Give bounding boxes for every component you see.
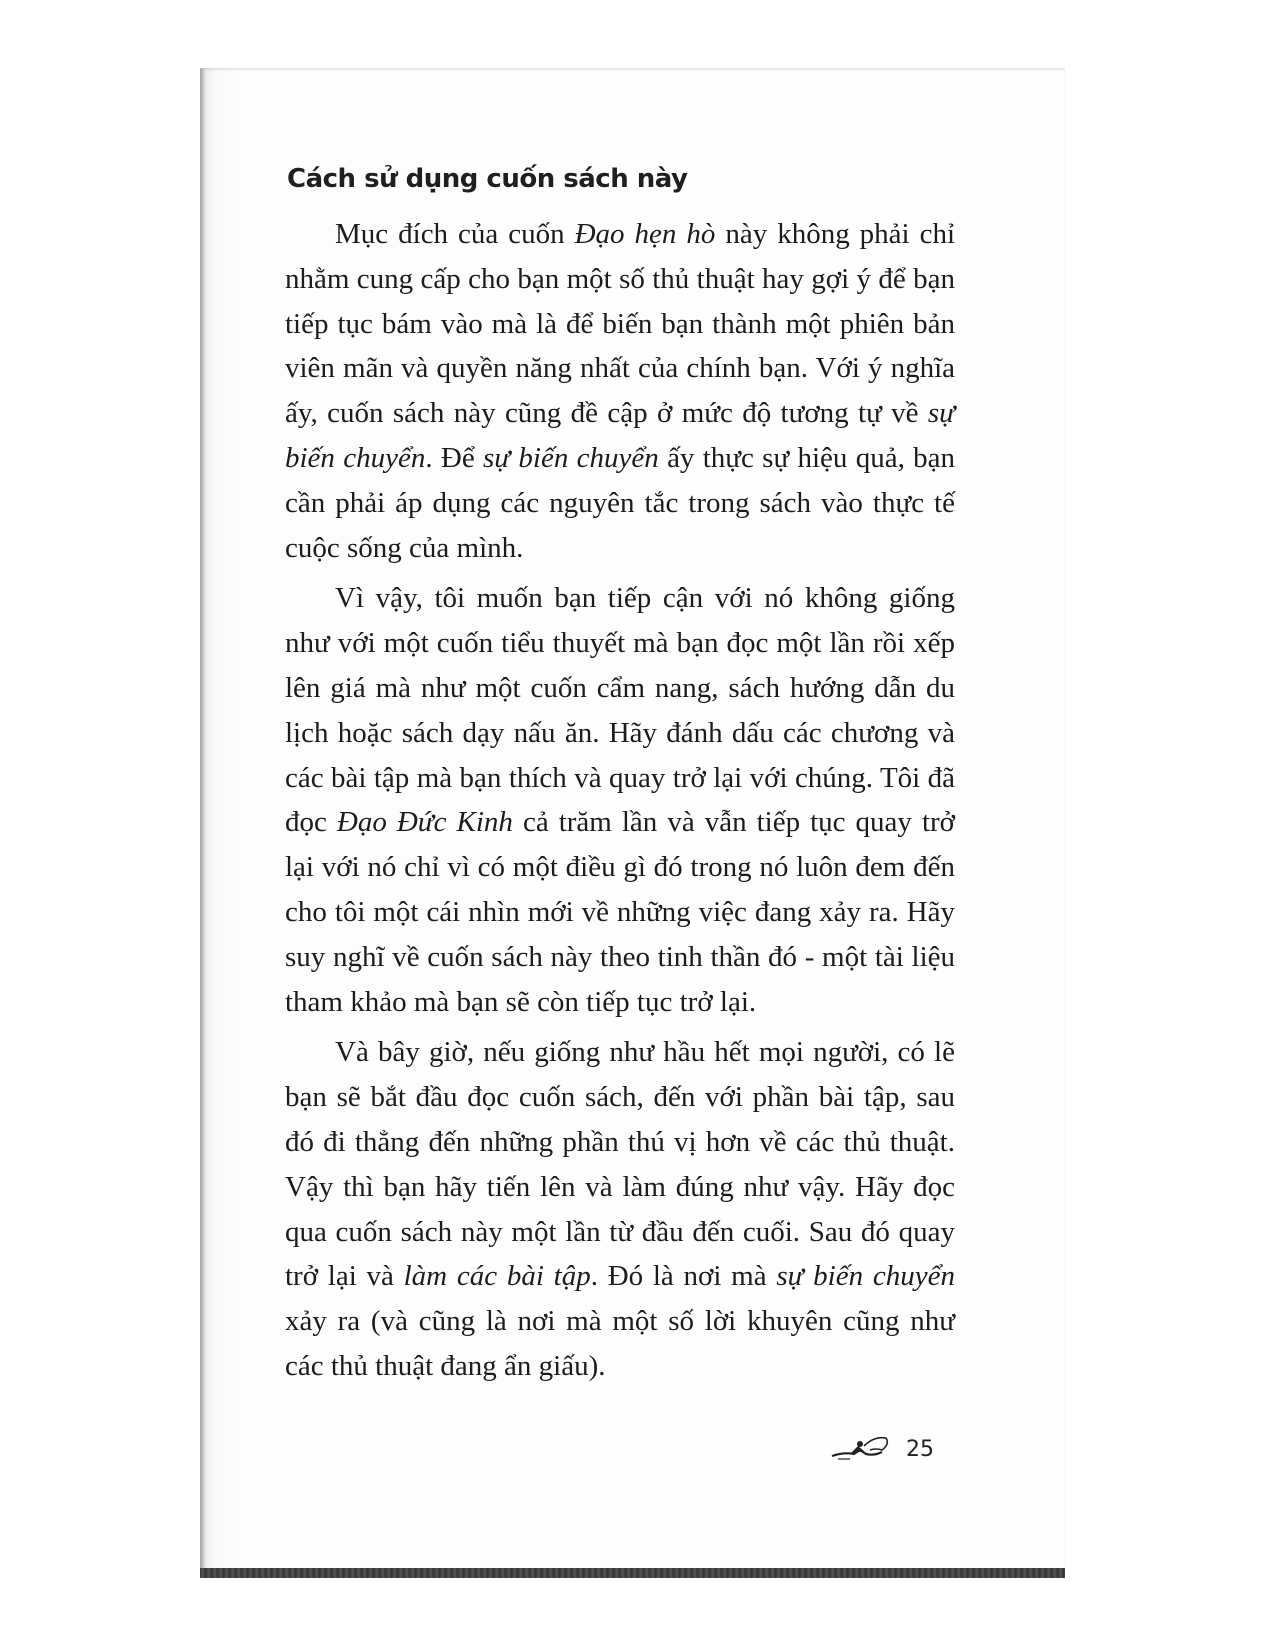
page-bottom-edge [200,1568,1065,1578]
figure-flying-ornament-icon [830,1432,900,1467]
section-heading: Cách sử dụng cuốn sách này [287,164,688,194]
emphasis: sự biến chuyển [285,397,955,474]
paragraph-1: Mục đích của cuốn Đạo hẹn hò này không phải chỉ nhằm cung cấp cho bạn một số thủ thuật hay gợi ý để bạn tiếp tục bám vào mà là để biến bạn thành một phiên bản viên mãn và quyền năng nhất của chính bạn. Với ý nghĩa ấy, cuốn sách này cũng đề cập ở mức độ tương tự về sự biến chuyển. Để sự biến chuyển ấy thực sự hiệu quả, bạn cần phải áp dụng các nguyên tắc trong sách vào thực tế cuộc sống của mình. [285,218,955,564]
page-footer [830,1432,934,1467]
paragraph-3: Và bây giờ, nếu giống như hầu hết mọi người, có lẽ bạn sẽ bắt đầu đọc cuốn sách, đến với phần bài tập, sau đó đi thẳng đến những phần thú vị hơn về các thủ thuật. Vậy thì bạn hãy tiến lên và làm đúng như vậy. Hãy đọc qua cuốn sách này một lần từ đầu đến cuối. Sau đó quay trở lại và làm các bài tập. Đó là nơi mà sự biến chuyển xảy ra (và cũng là nơi mà một số lời khuyên cũng như các thủ thuật đang ẩn giấu). [285,1036,955,1382]
emphasis: sự biến chuyển [483,441,659,474]
paragraph-2: Vì vậy, tôi muốn bạn tiếp cận với nó không giống như với một cuốn tiểu thuyết mà bạn đọc một lần rồi xếp lên giá mà như một cuốn cẩm nang, sách hướng dẫn du lịch hoặc sách dạy nấu ăn. Hãy đánh dấu các chương và các bài tập mà bạn thích và quay trở lại với chúng. Tôi đã đọc Đạo Đức Kinh cả trăm lần và vẫn tiếp tục quay trở lại với nó chỉ vì có một điều gì đó trong nó luôn đem đến cho tôi một cái nhìn mới về những việc đang xảy ra. Hãy suy nghĩ về cuốn sách này theo tinh thần đó - một tài liệu tham khảo mà bạn sẽ còn tiếp tục trở lại. [285,582,955,1018]
book-title-emphasis: Đạo hẹn hò [574,218,716,250]
body-text [285,212,955,1389]
page-number: 25 [906,1437,934,1462]
emphasis: làm các bài tập [403,1260,591,1293]
emphasis: sự biến chuyển [776,1260,955,1293]
book-title-emphasis: Đạo Đức Kinh [336,806,513,839]
